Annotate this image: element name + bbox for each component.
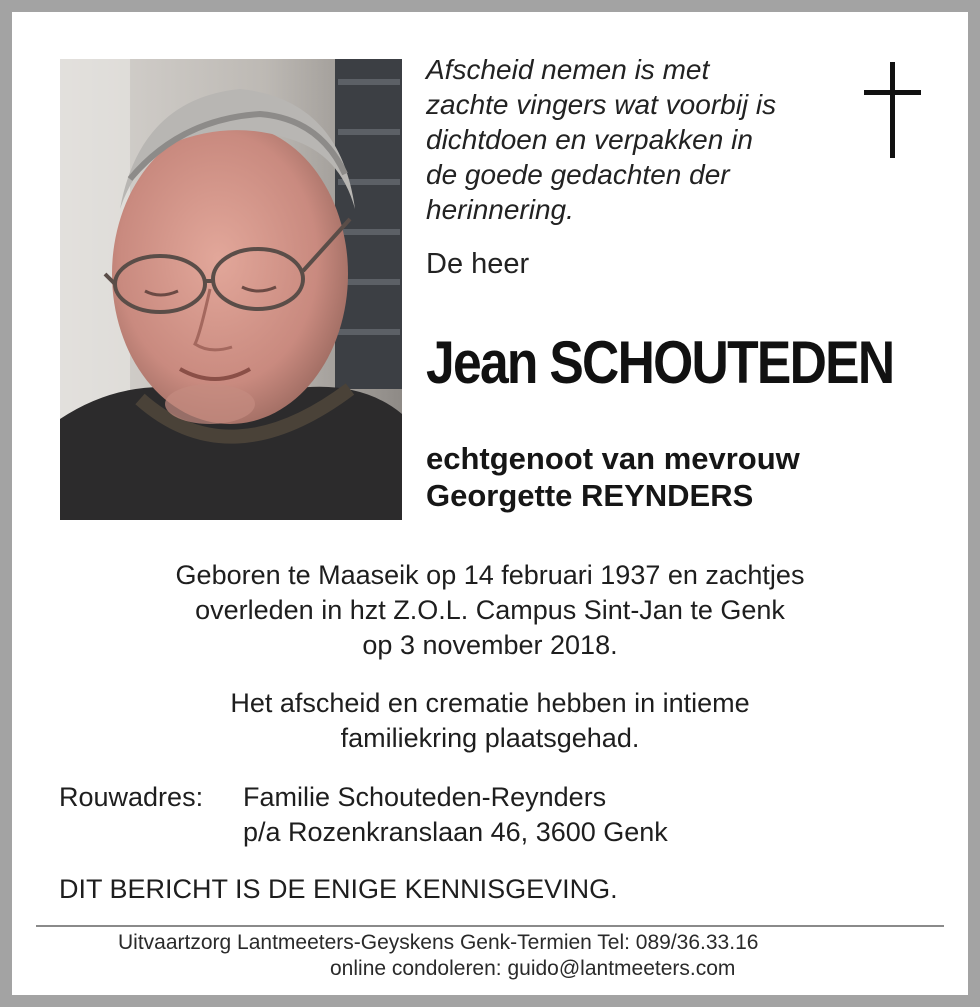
funeral-line: Het afscheid en crematie hebben in intieme: [230, 688, 750, 718]
cross-icon: [864, 62, 922, 160]
address-line: p/a Rozenkranslaan 46, 3600 Genk: [243, 817, 668, 847]
deceased-name: Jean SCHOUTEDEN: [426, 329, 894, 396]
poem-line: Afscheid nemen is met: [426, 54, 710, 85]
mourning-address: [59, 780, 668, 850]
portrait-photo: [60, 59, 402, 520]
spouse-line: echtgenoot van mevrouw: [426, 441, 800, 476]
condolence-line: online condoleren: guido@lantmeeters.com: [330, 957, 736, 980]
birth-death-line: Geboren te Maaseik op 14 februari 1937 en zachtjes: [175, 560, 805, 590]
funeral-home-line: Uitvaartzorg Lantmeeters-Geyskens Genk-Termien Tel: 089/36.33.16: [118, 931, 759, 954]
funeral-line: familiekring plaatsgehad.: [340, 723, 640, 753]
divider: [36, 925, 944, 927]
address-label: Rouwadres:: [59, 782, 204, 812]
funeral-home-footer: [12, 930, 968, 982]
notice-text: DIT BERICHT IS DE ENIGE KENNISGEVING.: [59, 874, 618, 904]
birth-death-text: [12, 558, 968, 663]
funeral-text: [12, 686, 968, 756]
poem-line: de goede gedachten der: [426, 159, 730, 190]
birth-death-line: op 3 november 2018.: [362, 630, 618, 660]
poem-line: herinnering.: [426, 194, 574, 225]
birth-death-line: overleden in hzt Z.O.L. Campus Sint-Jan te Genk: [195, 595, 785, 625]
poem-line: zachte vingers wat voorbij is: [426, 89, 777, 120]
obituary-card: [12, 12, 968, 995]
spouse-info: [426, 440, 800, 514]
poem-line: dichtdoen en verpakken in: [426, 124, 753, 155]
title-prefix: De heer: [426, 248, 530, 280]
address-line: Familie Schouteden-Reynders: [243, 782, 607, 812]
poem: [426, 52, 846, 227]
spouse-name: Georgette REYNDERS: [426, 478, 754, 513]
